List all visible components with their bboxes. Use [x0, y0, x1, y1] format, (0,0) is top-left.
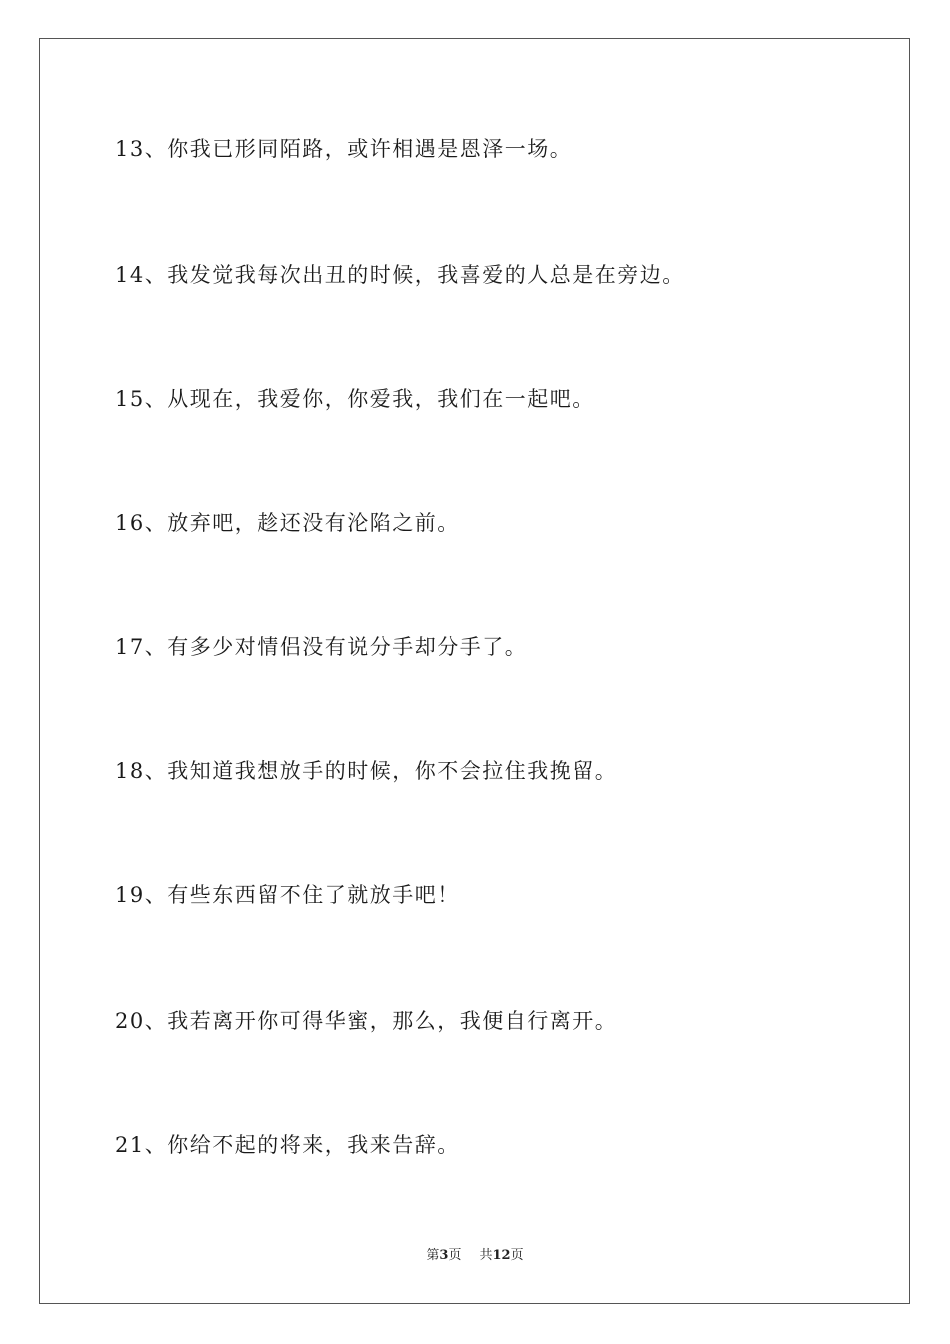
- list-item: 16、放弃吧，趁还没有沦陷之前。: [115, 511, 460, 535]
- list-item: 20、我若离开你可得华蜜，那么，我便自行离开。: [115, 1009, 618, 1033]
- page-border: [39, 38, 910, 1304]
- total-prefix: 共: [479, 1248, 493, 1263]
- list-item: 19、有些东西留不住了就放手吧！: [115, 883, 460, 907]
- list-item: 14、我发觉我每次出丑的时候，我喜爱的人总是在旁边。: [115, 263, 685, 287]
- page-number: 3: [439, 1248, 449, 1263]
- page-suffix: 页: [448, 1248, 462, 1263]
- list-item: 13、你我已形同陌路，或许相遇是恩泽一场。: [115, 137, 573, 161]
- list-item: 21、你给不起的将来，我来告辞。: [115, 1133, 460, 1157]
- page-footer: [0, 1247, 950, 1265]
- total-suffix: 页: [510, 1248, 524, 1263]
- page-prefix: 第: [426, 1248, 440, 1263]
- page-indicator: [426, 1247, 461, 1265]
- list-item: 18、我知道我想放手的时候，你不会拉住我挽留。: [115, 759, 618, 783]
- list-item: 15、从现在，我爱你，你爱我，我们在一起吧。: [115, 387, 595, 411]
- list-item: 17、有多少对情侣没有说分手却分手了。: [115, 635, 528, 659]
- total-pages: 12: [492, 1248, 511, 1263]
- total-pages-indicator: [479, 1247, 523, 1265]
